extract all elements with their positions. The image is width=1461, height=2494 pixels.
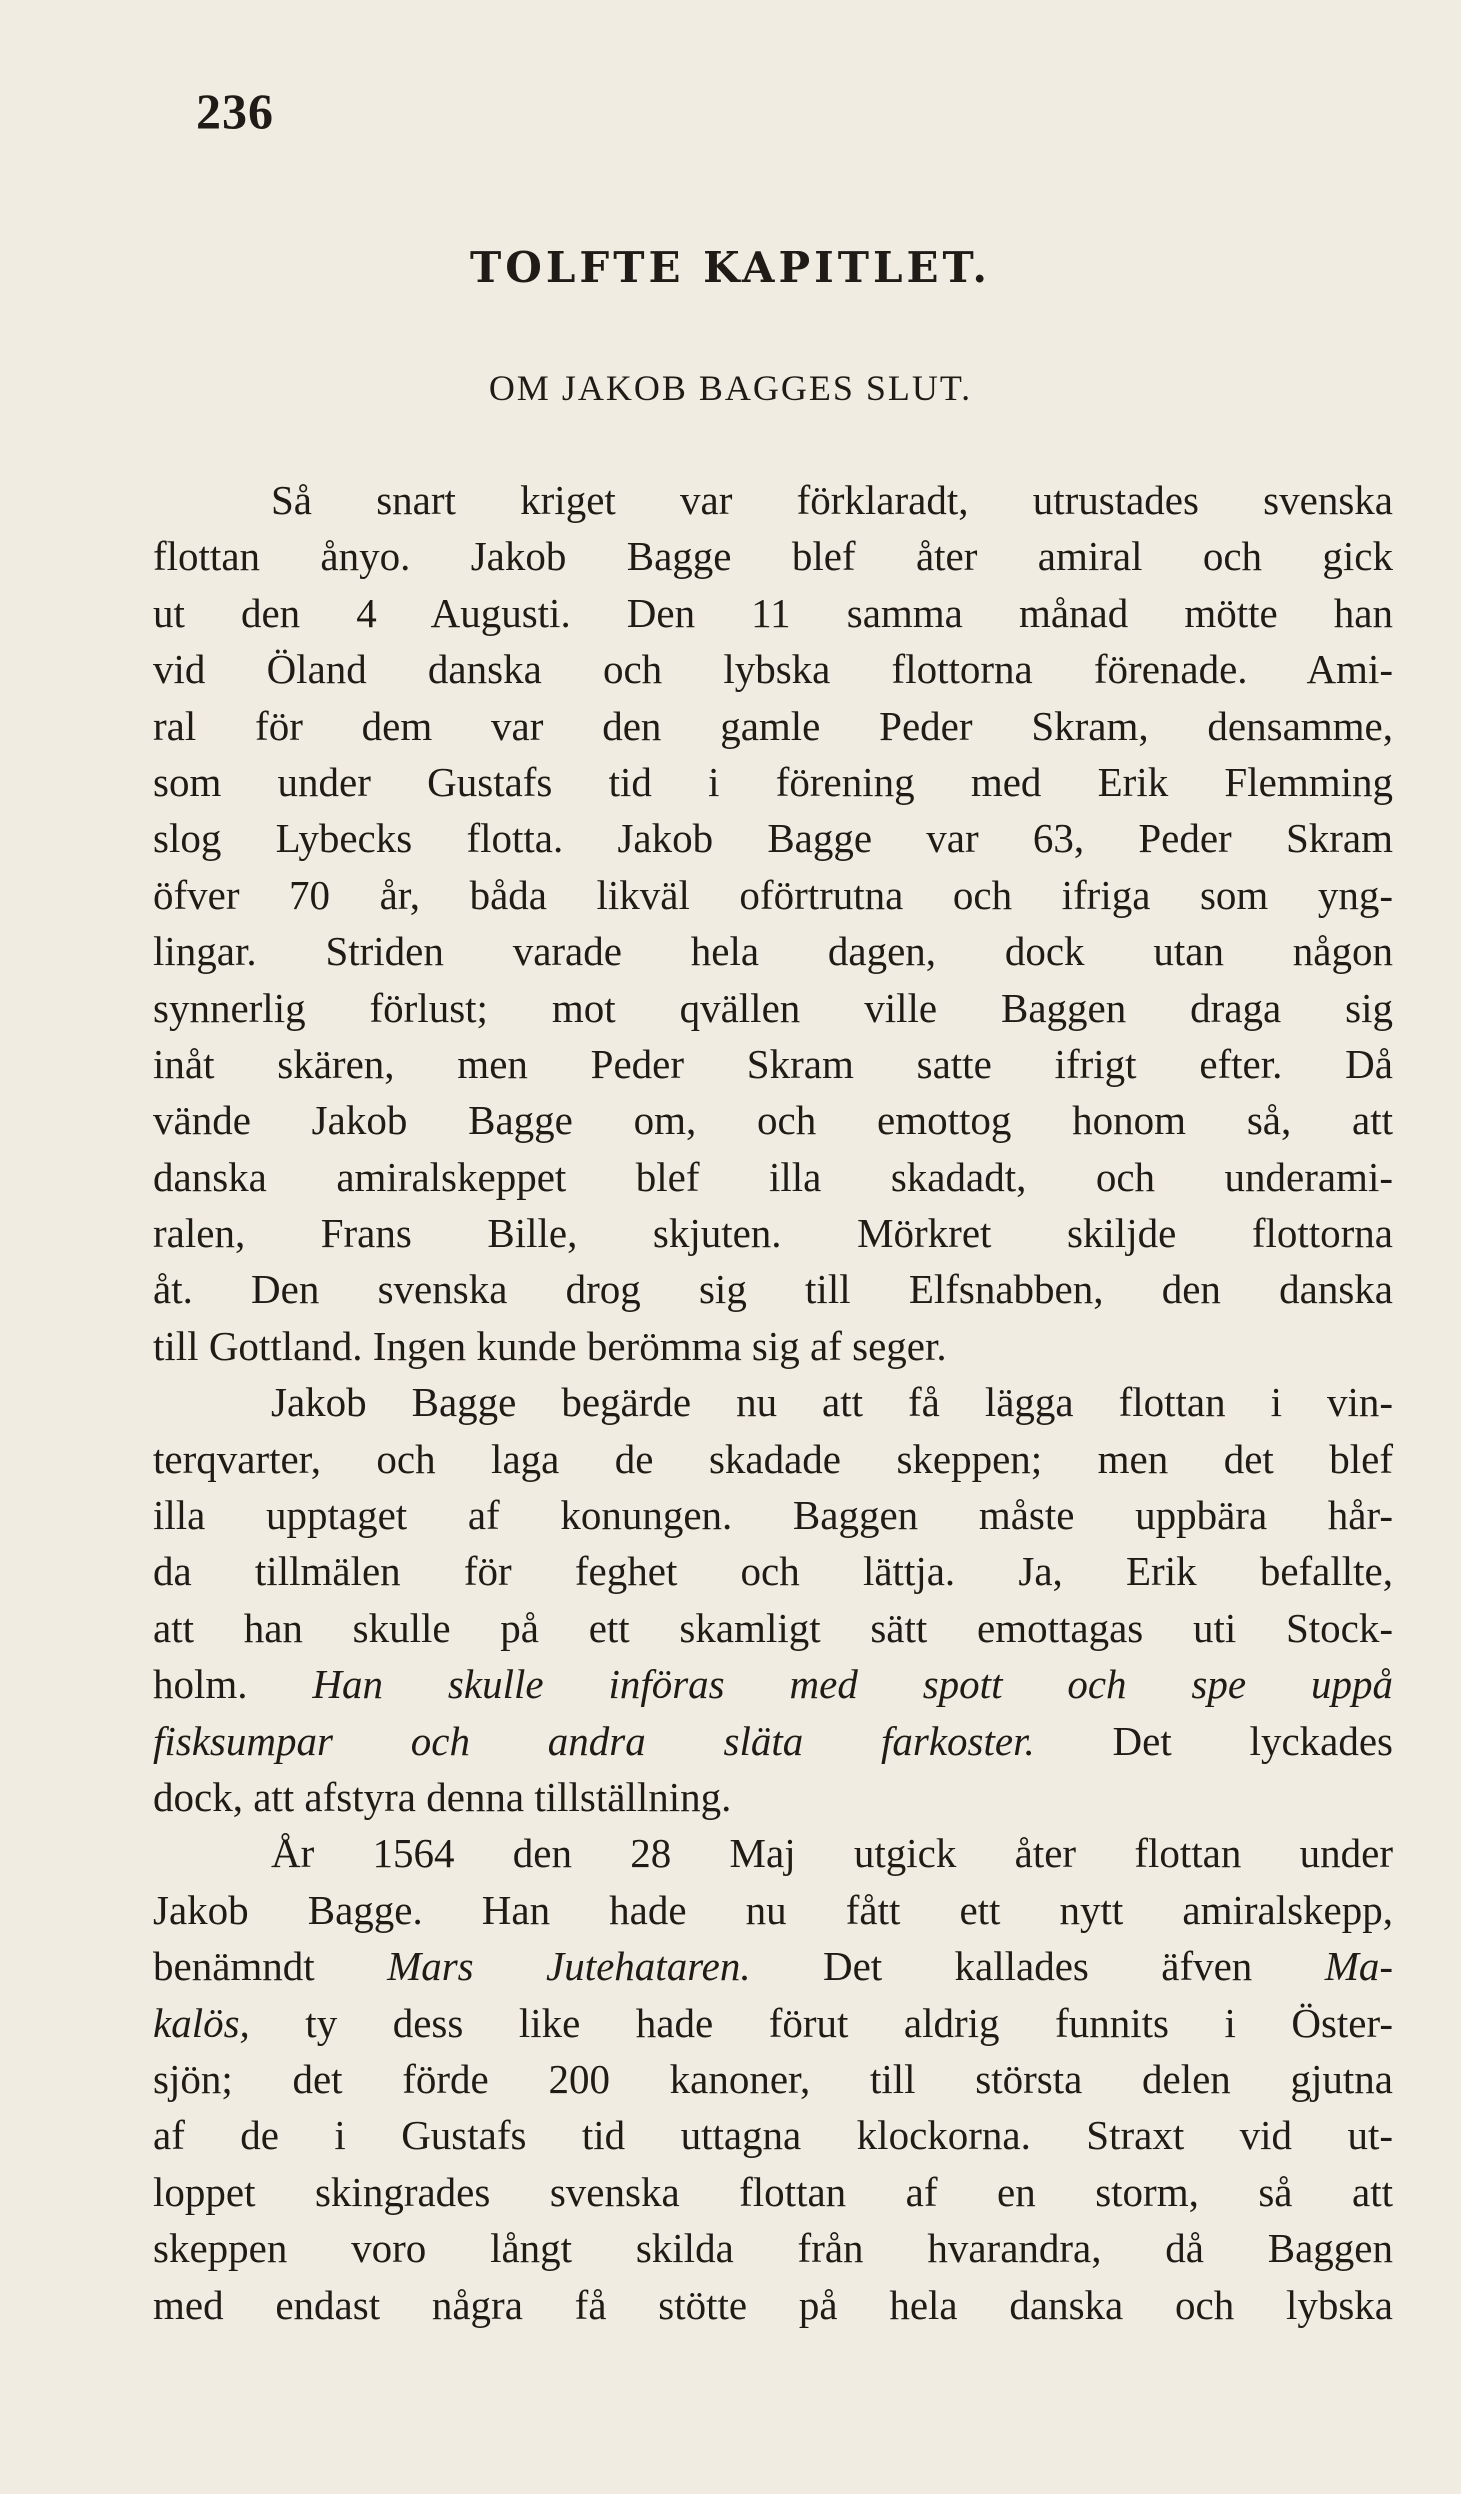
line-text: att han skulle på ett skamligt sätt emottagas uti Stock-: [153, 1604, 1393, 1651]
text-line: [153, 1882, 1393, 1938]
line-text: loppet skingrades svenska flottan af en storm, så att: [153, 2168, 1393, 2215]
text-line: [153, 1149, 1393, 1205]
italic-text: Ma-: [1324, 1943, 1393, 1990]
text-line: [153, 867, 1393, 923]
text-line: [153, 1713, 1393, 1769]
line-text: åt. Den svenska drog sig till Elfsnabben, den danska: [153, 1266, 1393, 1313]
line-text: till Gottland. Ingen kunde berömma sig af seger.: [153, 1322, 947, 1369]
chapter-title: TOLFTE KAPITLET.: [470, 243, 991, 292]
text-line: [153, 1769, 1393, 1825]
page-number: 236: [196, 83, 274, 139]
text-line: [153, 641, 1393, 697]
text-line: [153, 1261, 1393, 1317]
text-line: [153, 2277, 1393, 2333]
line-text: holm.: [153, 1661, 313, 1708]
line-text: terqvarter, och laga de skadade skeppen; men det blef: [153, 1435, 1393, 1482]
text-line: [153, 1825, 1393, 1881]
line-text: danska amiralskeppet blef illa skadadt, och underami-: [153, 1153, 1393, 1200]
line-text: da tillmälen för feghet och lättja. Ja, Erik befallte,: [153, 1548, 1393, 1595]
text-line: [153, 585, 1393, 641]
text-line: [153, 528, 1393, 584]
text-line: [153, 1656, 1393, 1712]
line-text: af de i Gustafs tid uttagna klockorna. Straxt vid ut-: [153, 2112, 1393, 2159]
line-text: benämndt: [153, 1943, 388, 1990]
italic-text: Han skulle införas med spott och spe uppå: [312, 1661, 1393, 1708]
text-line: [153, 2051, 1393, 2107]
italic-text: fisksumpar och andra släta farkoster.: [153, 1717, 1035, 1764]
text-line: [153, 1431, 1393, 1487]
text-line: [153, 2220, 1393, 2276]
italic-text: kalös,: [153, 1999, 250, 2046]
line-text: som under Gustafs tid i förening med Erik Flemming: [153, 758, 1393, 805]
text-line: [153, 1205, 1393, 1261]
line-text: lingar. Striden varade hela dagen, dock utan någon: [153, 928, 1393, 975]
text-line: [153, 1374, 1393, 1430]
line-text: År 1564 den 28 Maj utgick åter flottan under: [271, 1830, 1393, 1877]
line-text: illa upptaget af konungen. Baggen måste uppbära hår-: [153, 1492, 1393, 1539]
line-text: Jakob Bagge. Han hade nu fått ett nytt amiralskepp,: [153, 1886, 1393, 1933]
text-line: [153, 472, 1393, 528]
text-line: [153, 2107, 1393, 2163]
line-text: ral för dem var den gamle Peder Skram, densamme,: [153, 702, 1393, 749]
text-line: [153, 1487, 1393, 1543]
line-text: slog Lybecks flotta. Jakob Bagge var 63, Peder Skram: [153, 815, 1393, 862]
text-line: [153, 1938, 1393, 1994]
text-line: [153, 754, 1393, 810]
text-line: [153, 698, 1393, 754]
line-text: ty dess like hade förut aldrig funnits i Öster-: [249, 1999, 1393, 2046]
text-line: [153, 1092, 1393, 1148]
line-text: Jakob Bagge begärde nu att få lägga flottan i vin-: [271, 1379, 1393, 1426]
text-line: [153, 980, 1393, 1036]
text-line: [153, 923, 1393, 979]
line-text: Det lyckades: [1034, 1717, 1393, 1764]
text-line: [153, 1543, 1393, 1599]
italic-text: Mars Jutehataren.: [387, 1943, 751, 1990]
body-text: [153, 472, 1393, 2333]
line-text: sjön; det förde 200 kanoner, till största delen gjutna: [153, 2055, 1393, 2102]
line-text: öfver 70 år, båda likväl oförtrutna och ifriga som yng-: [153, 871, 1393, 918]
line-text: flottan ånyo. Jakob Bagge blef åter amiral och gick: [153, 533, 1393, 580]
line-text: ralen, Frans Bille, skjuten. Mörkret skiljde flottorna: [153, 1210, 1393, 1257]
text-line: [153, 2164, 1393, 2220]
text-line: [153, 1036, 1393, 1092]
line-text: skeppen voro långt skilda från hvarandra, då Baggen: [153, 2225, 1393, 2272]
text-line: [153, 1318, 1393, 1374]
line-text: vände Jakob Bagge om, och emottog honom så, att: [153, 1097, 1393, 1144]
line-text: inåt skären, men Peder Skram satte ifrigt efter. Då: [153, 1040, 1393, 1087]
chapter-subtitle: OM JAKOB BAGGES SLUT.: [488, 368, 973, 408]
line-text: ut den 4 Augusti. Den 11 samma månad mötte han: [153, 589, 1393, 636]
line-text: Det kallades äfven: [750, 1943, 1325, 1990]
line-text: med endast några få stötte på hela danska och lybska: [153, 2281, 1393, 2328]
text-line: [153, 810, 1393, 866]
text-line: [153, 1995, 1393, 2051]
line-text: vid Öland danska och lybska flottorna förenade. Ami-: [153, 646, 1393, 693]
line-text: Så snart kriget var förklaradt, utrustades svenska: [271, 477, 1393, 523]
line-text: dock, att afstyra denna tillställning.: [153, 1773, 732, 1820]
line-text: synnerlig förlust; mot qvällen ville Baggen draga sig: [153, 984, 1393, 1031]
text-line: [153, 1600, 1393, 1656]
